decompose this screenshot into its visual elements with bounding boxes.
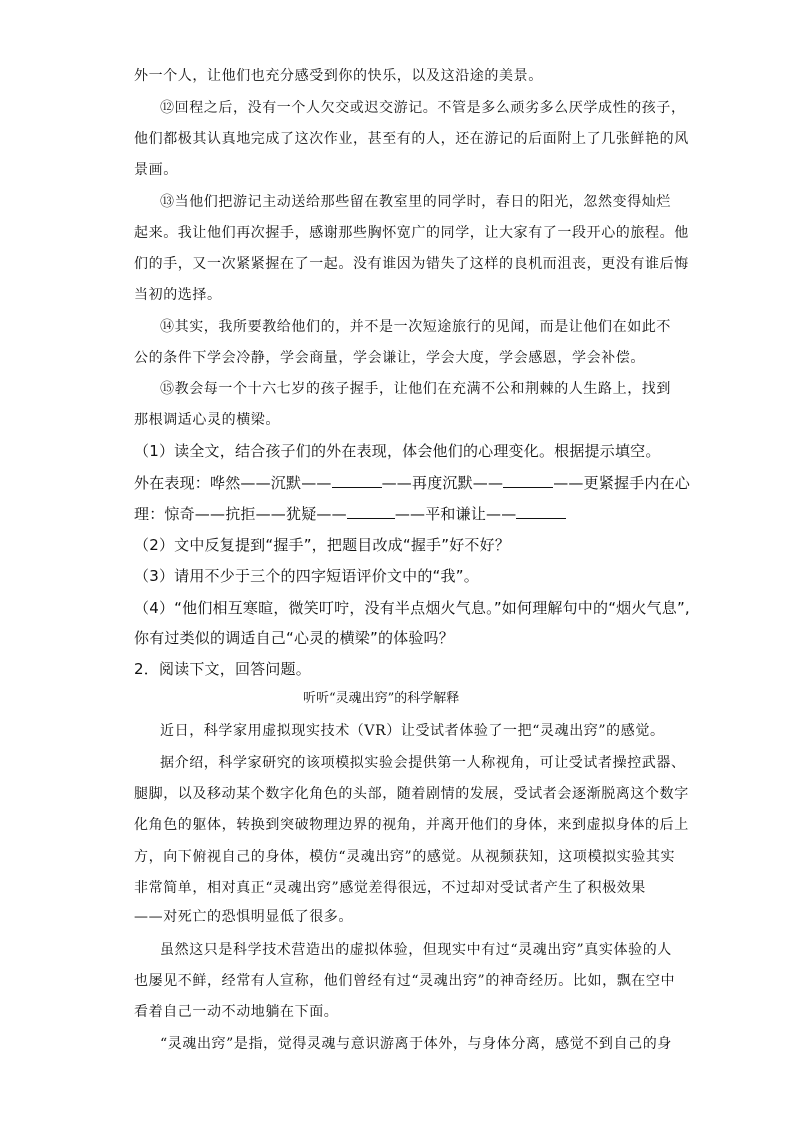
passage1-paragraph-14: ⑭其实，我所要教给他们的，并不是一次短途旅行的见闻，而是让他们在如此不: [160, 319, 671, 335]
answer-blank[interactable]: [347, 503, 395, 519]
passage2-line: 非常简单，相对真正“灵魂出窍”感觉差得很远，不过却对受试者产生了积极效果: [134, 880, 646, 896]
passage1-line: 景画。: [134, 162, 178, 178]
passage2-line: “灵魂出窍”是指，觉得灵魂与意识游离于体外，与身体分离，感觉不到自己的身: [160, 1036, 672, 1052]
question-1-inner-text-b: ——平和谦让——: [394, 505, 517, 523]
question-3: （3）请用不少于三个的四字短语评价文中的“我”。: [134, 567, 479, 585]
passage2-line: 看着自己一动不动地躺在下面。: [134, 1004, 339, 1020]
passage2-line: 近日，科学家用虚拟现实技术（VR）让受试者体验了一把“灵魂出窍”的感觉。: [160, 723, 665, 739]
passage1-paragraph-12: ⑫回程之后，没有一个人欠交或迟交游记。不管是多么顽劣多么厌学成性的孩子，: [160, 100, 686, 116]
passage1-line: 起来。我让他们再次握手，感谢那些胸怀宽广的同学，让大家有了一段开心的旅程。他: [134, 225, 689, 241]
question-1-inner-row: [134, 503, 566, 524]
passage1-line: 他们都极其认真地完成了这次作业，甚至有的人，还在游记的后面附上了几张鲜艳的风: [134, 131, 689, 147]
passage2-line: 化角色的躯体，转换到突破物理边界的视角，并离开他们的身体，来到虚拟身体的后上: [134, 817, 689, 833]
answer-blank[interactable]: [332, 472, 382, 488]
question-1-outer-text-b: ——再度沉默——: [381, 474, 504, 492]
passage1-line: 公的条件下学会冷静，学会商量，学会谦让，学会大度，学会感恩，学会补偿。: [134, 350, 645, 366]
question-4-line-2: 你有过类似的调适自己“心灵的横梁”的体验吗？: [134, 629, 454, 647]
question-1: （1）读全文，结合孩子们的外在表现，体会他们的心理变化。根据提示填空。: [134, 442, 661, 460]
passage1-line: 们的手，又一次紧紧握在了一起。没有谁因为错失了这样的良机而沮丧，更没有谁后悔: [134, 256, 689, 272]
passage1-paragraph-13: ⑬当他们把游记主动送给那些留在教室里的同学时，春日的阳光，忽然变得灿烂: [160, 194, 671, 210]
question-1-outer-row: [134, 472, 690, 493]
passage2-line: 也屡见不鲜，经常有人宣称，他们曾经有过“灵魂出窍”的神奇经历。比如，飘在空中: [134, 973, 676, 989]
question-1-outer-text-c: ——更紧握手内在心: [553, 474, 691, 492]
question-1-outer-text-a: 外在表现：哗然——沉默——: [134, 474, 332, 492]
passage2-title: 听听“灵魂出窍”的科学解释: [303, 691, 460, 706]
answer-blank[interactable]: [516, 503, 566, 519]
passage1-line: 当初的选择。: [134, 287, 222, 303]
passage1-line: 那根调适心灵的横梁。: [134, 412, 280, 428]
question-1-inner-text-a: 理：惊奇——抗拒——犹疑——: [134, 505, 347, 523]
passage1-paragraph-15: ⑮教会每一个十六七岁的孩子握手，让他们在充满不公和荆棘的人生路上，找到: [160, 381, 671, 397]
question-2: （2）文中反复提到“握手”，把题目改成“握手”好不好？: [134, 536, 511, 554]
answer-blank[interactable]: [503, 472, 553, 488]
section-2-heading: 2．阅读下文，回答问题。: [134, 660, 311, 678]
passage2-line: 腿脚，以及移动某个数字化角色的头部，随着剧情的发展，受试者会逐渐脱离这个数字: [134, 786, 689, 802]
passage2-line: 虽然这只是科学技术营造出的虚拟体验，但现实中有过“灵魂出窍”真实体验的人: [160, 942, 672, 958]
passage2-line: 据介绍，科学家研究的该项模拟实验会提供第一人称视角，可让受试者操控武器、: [160, 755, 686, 771]
question-4-line-1: （4）“他们相互寒暄，微笑叮咛，没有半点烟火气息。”如何理解句中的“烟火气息”,: [134, 599, 690, 617]
passage1-line: 外一个人，让他们也充分感受到你的快乐，以及这沿途的美景。: [134, 68, 543, 84]
passage2-line: 方，向下俯视自己的身体，模仿“灵魂出窍”的感觉。从视频获知，这项模拟实验其实: [134, 849, 676, 865]
passage2-line: ——对死亡的恐惧明显低了很多。: [134, 909, 353, 925]
